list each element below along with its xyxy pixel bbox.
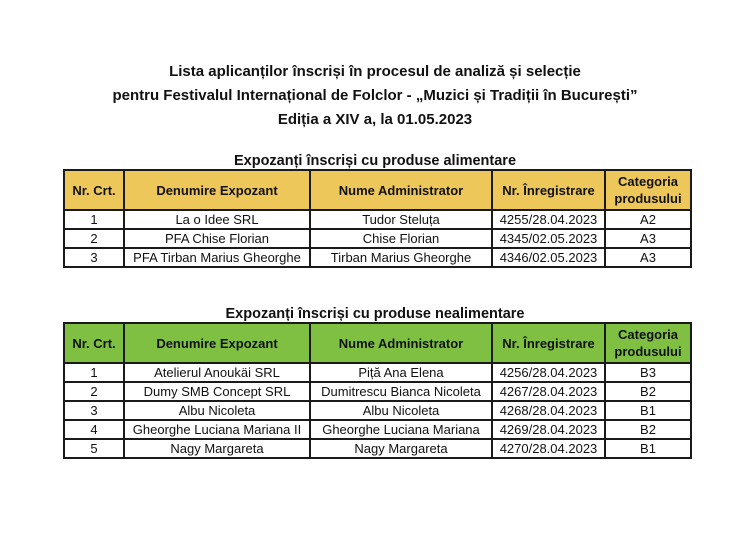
nonfood-table-body: [64, 363, 691, 458]
column-header: Denumire Expozant: [124, 170, 310, 210]
document-title: [0, 60, 750, 132]
column-header: Nume Administrator: [310, 170, 492, 210]
table-row: [64, 248, 691, 267]
column-header: Nr. Înregistrare: [492, 170, 605, 210]
table-cell: 4256/28.04.2023: [492, 363, 605, 382]
section-heading-nonfood: Expozanți înscriși cu produse nealimentare: [225, 306, 525, 322]
table-cell: 5: [64, 439, 124, 458]
table-cell: 4267/28.04.2023: [492, 382, 605, 401]
table-cell: B2: [605, 382, 691, 401]
table-cell: Gheorghe Luciana Mariana: [310, 420, 492, 439]
table-cell: 2: [64, 382, 124, 401]
table-cell: Gheorghe Luciana Mariana II: [124, 420, 310, 439]
table-row: [64, 363, 691, 382]
table-cell: 4269/28.04.2023: [492, 420, 605, 439]
table-cell: 4268/28.04.2023: [492, 401, 605, 420]
table-cell: A3: [605, 248, 691, 267]
table-row: [64, 382, 691, 401]
table-cell: B3: [605, 363, 691, 382]
table-cell: Tudor Steluța: [310, 210, 492, 229]
section-nonfood: [0, 306, 750, 459]
table-cell: 2: [64, 229, 124, 248]
table-cell: Nagy Margareta: [124, 439, 310, 458]
table-cell: A3: [605, 229, 691, 248]
document-page: [0, 60, 750, 560]
food-table-header: [64, 170, 691, 210]
table-cell: PFA Chise Florian: [124, 229, 310, 248]
column-header: Nume Administrator: [310, 323, 492, 363]
table-cell: 4255/28.04.2023: [492, 210, 605, 229]
table-cell: 4345/02.05.2023: [492, 229, 605, 248]
title-line-1: Lista aplicanților înscriși în procesul de analiză și selecție: [169, 63, 581, 80]
table-cell: La o Idee SRL: [124, 210, 310, 229]
table-row: [64, 229, 691, 248]
column-header: Nr. Crt.: [64, 323, 124, 363]
table-cell: Albu Nicoleta: [310, 401, 492, 420]
column-header: Denumire Expozant: [124, 323, 310, 363]
table-cell: 3: [64, 401, 124, 420]
table-cell: 4270/28.04.2023: [492, 439, 605, 458]
food-exhibitors-table: [63, 169, 692, 268]
table-row: [64, 420, 691, 439]
table-cell: Nagy Margareta: [310, 439, 492, 458]
section-food: [0, 153, 750, 268]
table-cell: Tirban Marius Gheorghe: [310, 248, 492, 267]
table-row: [64, 439, 691, 458]
table-cell: Piță Ana Elena: [310, 363, 492, 382]
title-line-2: pentru Festivalul Internațional de Folclor - „Muzici și Tradiții în București”: [112, 87, 638, 104]
table-cell: B1: [605, 401, 691, 420]
column-header: Categoria produsului: [605, 323, 691, 363]
table-row: [64, 210, 691, 229]
section-heading-food: Expozanți înscriși cu produse alimentare: [233, 153, 517, 169]
table-cell: 1: [64, 363, 124, 382]
table-cell: A2: [605, 210, 691, 229]
table-cell: 4: [64, 420, 124, 439]
table-cell: 4346/02.05.2023: [492, 248, 605, 267]
table-cell: Atelierul Anoukäi SRL: [124, 363, 310, 382]
table-cell: Albu Nicoleta: [124, 401, 310, 420]
column-header: Nr. Crt.: [64, 170, 124, 210]
nonfood-table-header: [64, 323, 691, 363]
table-row: [64, 401, 691, 420]
table-cell: 1: [64, 210, 124, 229]
table-cell: B2: [605, 420, 691, 439]
food-table-body: [64, 210, 691, 267]
nonfood-exhibitors-table: [63, 322, 692, 459]
table-cell: 3: [64, 248, 124, 267]
table-cell: Dumitrescu Bianca Nicoleta: [310, 382, 492, 401]
table-cell: Dumy SMB Concept SRL: [124, 382, 310, 401]
table-cell: Chise Florian: [310, 229, 492, 248]
table-cell: B1: [605, 439, 691, 458]
column-header: Categoria produsului: [605, 170, 691, 210]
title-line-3: Ediția a XIV a, la 01.05.2023: [277, 111, 473, 128]
column-header: Nr. Înregistrare: [492, 323, 605, 363]
table-cell: PFA Tirban Marius Gheorghe: [124, 248, 310, 267]
